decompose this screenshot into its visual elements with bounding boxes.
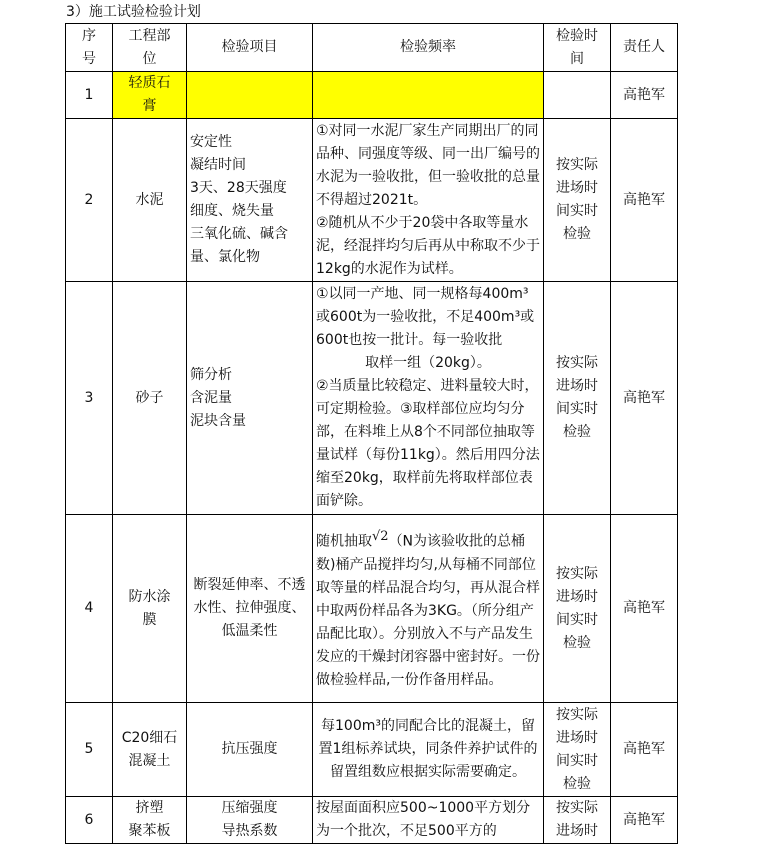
row-no: 6 <box>66 797 113 844</box>
row-resp: 高艳军 <box>611 282 678 515</box>
row-item <box>187 72 313 119</box>
row-time <box>544 72 611 119</box>
header-part: 工程部 位 <box>113 24 187 72</box>
row-freq <box>313 282 544 515</box>
row-no: 2 <box>66 119 113 282</box>
row-part: 挤塑 聚苯板 <box>113 797 187 844</box>
section-heading: 3）施工试验检验计划 <box>66 4 201 20</box>
header-time: 检验时 间 <box>544 24 611 72</box>
freq-part-a: ①以同一产地、同一规格每400m³或600t为一验收批，不足400m³或600t也按一批计。每一验收批 <box>316 286 535 348</box>
table-row <box>66 515 678 703</box>
row-part: 水泥 <box>113 119 187 282</box>
row-part: 砂子 <box>113 282 187 515</box>
freq-rest: （N为该验收批的总桶数)桶产品搅拌均匀,从每桶不同部位取等量的样品混合均匀，再从混合样中取两份样品各为3KG。（所分组产品配比取）。分别放入不与产品发生发应的干燥封闭容器中密封好。一份做检验样品,一份作备用样品。 <box>316 533 540 688</box>
row-no: 4 <box>66 515 113 703</box>
row-resp: 高艳军 <box>611 703 678 797</box>
row-part: 防水涂 膜 <box>113 515 187 703</box>
row-resp: 高艳军 <box>611 72 678 119</box>
row-item: 安定性 凝结时间 3天、28天强度 细度、烧失量 三氧化硫、碱含 量、氯化物 <box>187 119 313 282</box>
row-freq <box>313 72 544 119</box>
row-time: 按实际 进场时 间实时 检验 <box>544 282 611 515</box>
table-row <box>66 282 678 515</box>
row-resp: 高艳军 <box>611 515 678 703</box>
row-item: 断裂延伸率、不透水性、拉伸强度、低温柔性 <box>187 515 313 703</box>
row-time: 按实际 进场时 间实时 检验 <box>544 515 611 703</box>
row-no: 3 <box>66 282 113 515</box>
header-resp: 责任人 <box>611 24 678 72</box>
row-resp: 高艳军 <box>611 797 678 844</box>
row-item: 压缩强度 导热系数 <box>187 797 313 844</box>
row-no: 1 <box>66 72 113 119</box>
row-item: 抗压强度 <box>187 703 313 797</box>
table-row <box>66 119 678 282</box>
row-time: 按实际 进场时 间实时 检验 <box>544 119 611 282</box>
table-header-row <box>66 24 678 72</box>
row-freq: ①对同一水泥厂家生产同期出厂的同品种、同强度等级、同一出厂编号的水泥为一验收批，但一验收批的总量不得超过2021t。 ②随机从不少于20袋中各取等量水泥，经混拌均匀后再从中称取不少于12kg的水泥作为试样。 <box>313 119 544 282</box>
row-freq <box>313 515 544 703</box>
row-time: 按实际 进场时 间实时 检验 <box>544 703 611 797</box>
table-row <box>66 72 678 119</box>
table-row <box>66 703 678 797</box>
inspection-plan-table <box>65 23 678 844</box>
sqrt-symbol: √2 <box>372 529 389 545</box>
header-no: 序 号 <box>66 24 113 72</box>
freq-part-c: ②当质量比较稳定、进料量较大时，可定期检验。③取样部位应均匀分部，在料堆上从8个不同部位抽取等量试样（每份11kg）。然后用四分法缩至20kg，取样前先将取样部位表面铲除。 <box>316 378 540 509</box>
row-no: 5 <box>66 703 113 797</box>
row-resp: 高艳军 <box>611 119 678 282</box>
header-freq: 检验频率 <box>313 24 544 72</box>
table-row <box>66 797 678 844</box>
row-part: C20细石 混凝土 <box>113 703 187 797</box>
header-item: 检验项目 <box>187 24 313 72</box>
row-item: 筛分析 含泥量 泥块含量 <box>187 282 313 515</box>
row-freq: 按屋面面积应500~1000平方划分为一个批次，不足500平方的 <box>313 797 544 844</box>
freq-prefix: 随机抽取 <box>316 533 372 550</box>
row-freq: 每100m³的同配合比的混凝土，留置1组标养试块，同条件养护试件的留置组数应根据实际需要确定。 <box>313 703 544 797</box>
row-part: 轻质石 膏 <box>113 72 187 119</box>
row-time: 按实际 进场时 <box>544 797 611 844</box>
freq-part-b: 取样一组（20kg）。 <box>365 355 491 371</box>
